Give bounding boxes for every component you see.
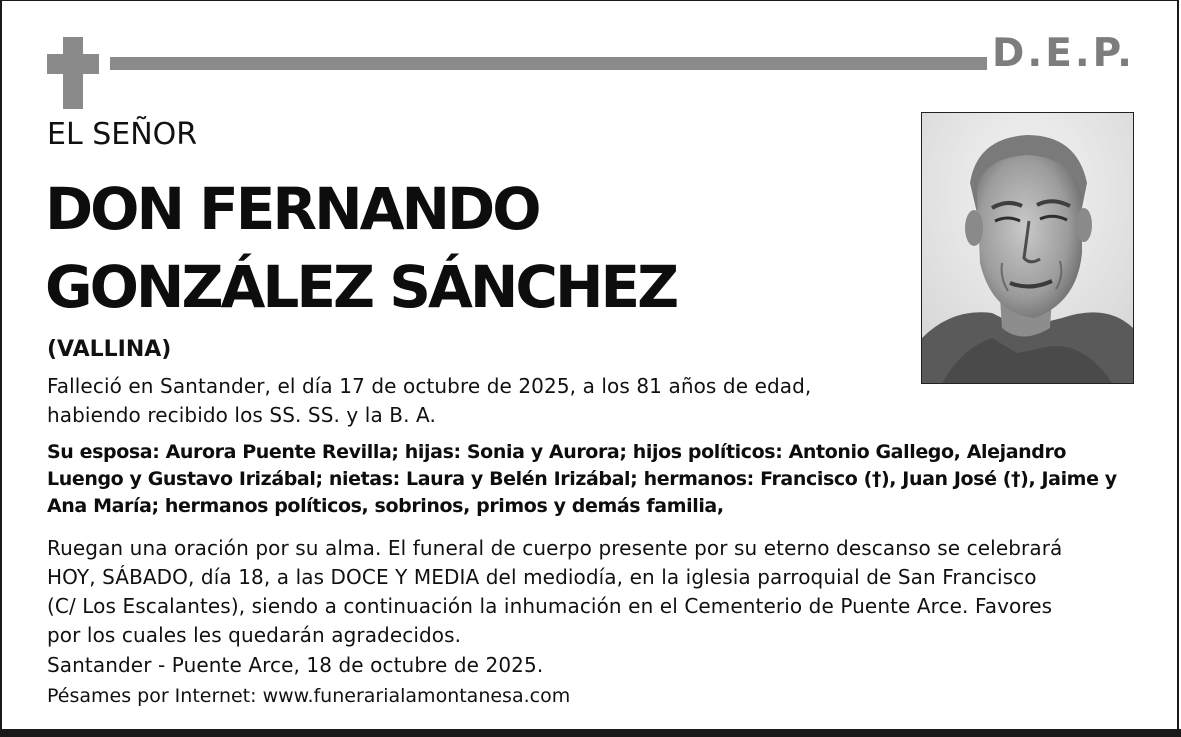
death-line-1: Falleció en Santander, el día 17 de octubre de 2025, a los 81 años de edad,: [47, 374, 812, 398]
name-line-1: DON FERNANDO: [45, 175, 539, 243]
death-line-2: habiendo recibido los SS. SS. y la B. A.: [47, 403, 436, 427]
name-line-2: GONZÁLEZ SÁNCHEZ: [45, 253, 677, 321]
honorific: EL SEÑOR: [47, 117, 198, 152]
portrait-photo: [921, 112, 1134, 384]
funeral-line-3: (C/ Los Escalantes), siendo a continuación la inhumación en el Cementerio de Puente Arce. Favores: [47, 594, 1053, 618]
deceased-name: [45, 170, 676, 326]
dep-label: D.E.P.: [992, 31, 1135, 76]
condolences-line: Pésames por Internet: www.funerarialamontanesa.com: [47, 685, 571, 707]
funeral-notice: [47, 534, 1062, 650]
place-date: Santander - Puente Arce, 18 de octubre de 2025.: [47, 653, 544, 677]
funeral-line-2: HOY, SÁBADO, día 18, a las DOCE Y MEDIA del mediodía, en la iglesia parroquial de San Francisco: [47, 565, 1037, 589]
funeral-line-1: Ruegan una oración por su alma. El funeral de cuerpo presente por su eterno descanso se celebrará: [47, 536, 1063, 560]
family-list: Su esposa: Aurora Puente Revilla; hijas: Sonia y Aurora; hijos políticos: Antonio Gallego, Alejandro Luengo y Gustavo Irizábal; nietas: Laura y Belén Irizábal; hermanos: Francisco (†), Juan José (†), Jaime y Ana María; hermanos políticos, sobrinos, primos y demás familia,: [47, 441, 1117, 517]
header-rule: [110, 57, 987, 70]
alias: (VALLINA): [47, 337, 172, 362]
death-notice: [47, 372, 811, 430]
funeral-line-4: por los cuales les quedarán agradecidos.: [47, 623, 462, 647]
portrait-image: [922, 113, 1133, 383]
bottom-rule: [0, 729, 1181, 737]
